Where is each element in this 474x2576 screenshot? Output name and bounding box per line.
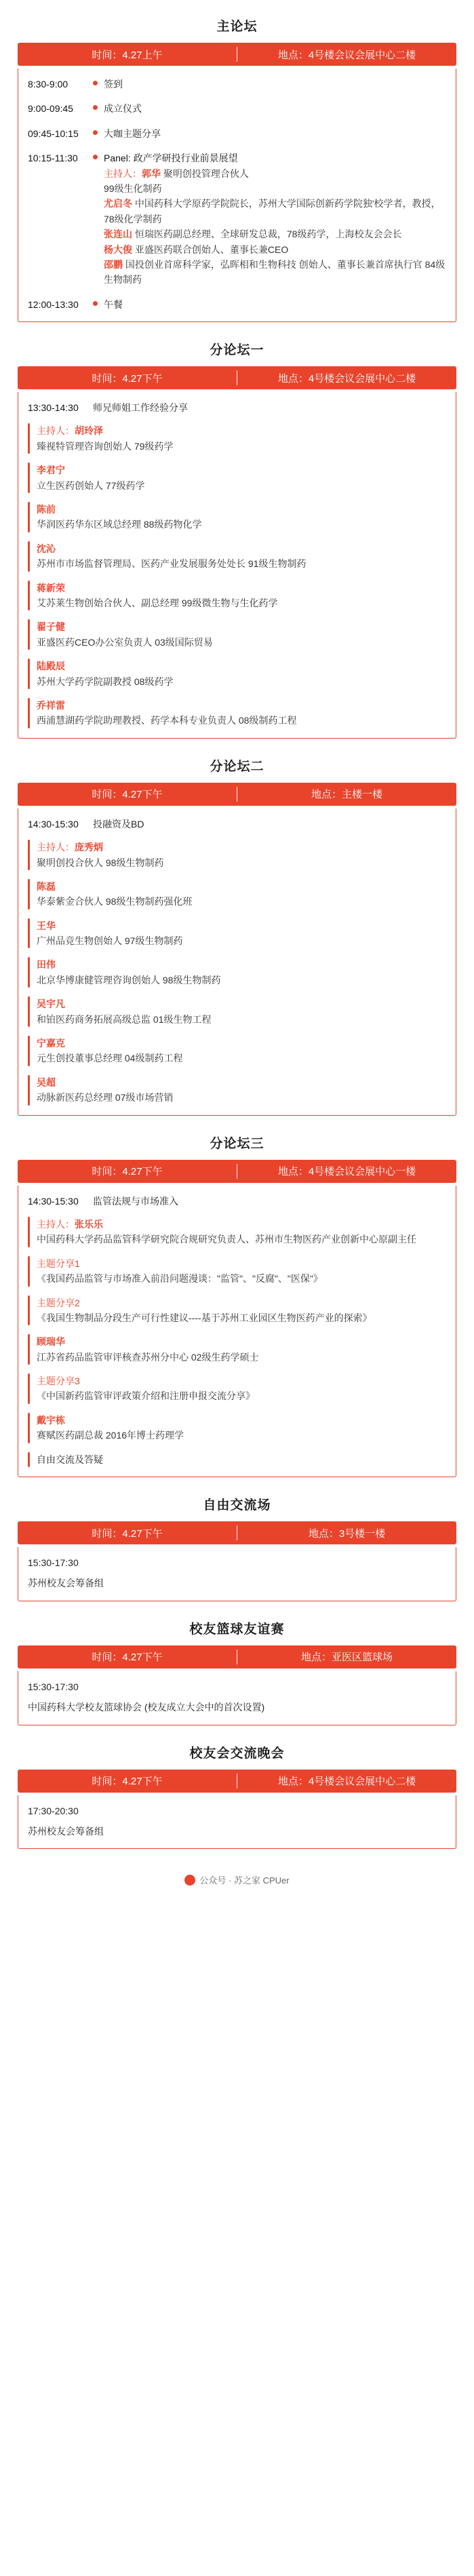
speaker-name: 陈磊 <box>37 880 56 892</box>
agenda-content: 投融资及BD <box>93 818 144 830</box>
accent-bar <box>28 1256 30 1287</box>
bullet-icon <box>93 101 104 110</box>
accent-bar <box>28 502 30 532</box>
speaker-item <box>28 840 446 870</box>
agenda-content: 师兄师姐工作经验分享 <box>93 402 188 414</box>
banner-time: 时间：4.27下午 <box>92 372 163 385</box>
section-banner <box>18 43 456 66</box>
panel-person-name: 尤启冬 <box>104 198 132 210</box>
accent-bar <box>28 996 30 1027</box>
panel-person-extra: 99级生化制药 <box>104 182 162 194</box>
speaker-item <box>28 957 446 988</box>
panel-person <box>104 227 446 241</box>
speaker-name: 顾瑞华 <box>37 1336 65 1348</box>
speaker-item <box>28 1217 446 1247</box>
accent-bar <box>28 879 30 910</box>
speaker-item <box>28 502 446 532</box>
section-body <box>18 69 456 322</box>
section-sub-forum-1 <box>18 340 456 739</box>
panel-person-name: 杨大俊 <box>104 243 132 255</box>
banner-time: 时间：4.27上午 <box>92 49 163 61</box>
agenda-time: 14:30-15:30 <box>28 818 79 830</box>
speaker-text <box>37 957 446 988</box>
speaker-name: 戴宇栋 <box>37 1414 65 1426</box>
agenda-time: 14:30-15:30 <box>28 1195 79 1207</box>
section-title: 分论坛三 <box>210 1136 264 1151</box>
agenda-row <box>28 126 446 141</box>
accent-bar <box>28 1413 30 1443</box>
speaker-item <box>28 619 446 650</box>
speaker-text <box>37 463 446 493</box>
agenda-time: 12:00-13:30 <box>28 298 79 310</box>
speaker-name: 庞秀炳 <box>75 842 103 853</box>
speaker-name: 胡玲泽 <box>75 425 103 437</box>
banner-time: 时间：4.27下午 <box>92 1527 163 1540</box>
topic-text <box>37 1373 446 1404</box>
section-banner <box>18 1770 456 1793</box>
speaker-desc: 广州品竞生物创始人 97级生物制药 <box>37 935 183 947</box>
qa-text: 自由交流及答疑 <box>37 1453 103 1465</box>
section-body <box>18 392 456 739</box>
banner-place: 地点：主楼一楼 <box>311 789 382 801</box>
banner-time: 时间：4.27下午 <box>92 1166 163 1178</box>
bullet-icon <box>93 151 104 159</box>
speaker-name: 蒋新荣 <box>37 582 65 593</box>
banner-place: 地点：4号楼会议会展中心二楼 <box>277 49 416 61</box>
speaker-text <box>37 996 446 1027</box>
agenda-content <box>104 151 446 288</box>
agenda-content: 监管法规与市场准入 <box>93 1195 178 1207</box>
accent-bar <box>28 957 30 988</box>
section-main-forum <box>18 16 456 322</box>
section-body <box>18 1186 456 1477</box>
speaker-item <box>28 463 446 493</box>
agenda-row <box>28 400 446 415</box>
speaker-desc: 华泰紫金合伙人 98级生物制药强化班 <box>37 896 193 908</box>
section-evening-party <box>18 1743 456 1850</box>
panel-role-label: 主持人： <box>104 168 142 179</box>
speaker-text <box>37 1413 446 1443</box>
section-title: 自由交流场 <box>203 1498 271 1513</box>
agenda-time: 9:00-09:45 <box>28 103 73 115</box>
agenda-time: 15:30-17:30 <box>28 1681 79 1692</box>
topic-text <box>37 1295 446 1326</box>
speaker-text <box>37 1075 446 1106</box>
speaker-desc: 动脉新医药总经理 07级市场营销 <box>37 1092 174 1104</box>
speaker-desc: 苏州大学药学院副教授 08级药学 <box>37 676 174 687</box>
speaker-text <box>37 619 446 650</box>
agenda-time: 17:30-20:30 <box>28 1805 79 1816</box>
speaker-item <box>28 698 446 728</box>
speaker-text <box>37 541 446 572</box>
speaker-text <box>37 698 446 728</box>
agenda-row <box>28 297 446 312</box>
speaker-name: 陈前 <box>37 504 56 515</box>
accent-bar <box>28 918 30 949</box>
speaker-item <box>28 1075 446 1106</box>
speaker-desc: 北京华博康健管理咨询创始人 98级生物制药 <box>37 974 221 985</box>
topic-item <box>28 1295 446 1326</box>
banner-place: 地点：4号楼会议会展中心二楼 <box>277 372 416 385</box>
section-body <box>18 808 456 1116</box>
topic-label: 主题分享1 <box>37 1257 80 1269</box>
banner-time: 时间：4.27下午 <box>92 1652 163 1664</box>
panel-person <box>104 242 446 257</box>
topic-item <box>28 1256 446 1287</box>
speaker-text <box>37 879 446 910</box>
agenda-row <box>28 1194 446 1209</box>
panel-person-desc: 中国药科大学原药学院院长，苏州大学国际创新药学院独'校学者，教授，78级化学制药 <box>104 198 441 225</box>
agenda-row <box>28 101 446 116</box>
banner-place: 地点：3号楼一楼 <box>308 1527 386 1540</box>
agenda-time: 15:30-17:30 <box>28 1557 79 1569</box>
speaker-name: 李君宁 <box>37 465 65 476</box>
banner-place: 地点：4号楼会议会展中心二楼 <box>277 1776 416 1788</box>
agenda-row-panel <box>28 151 446 288</box>
topic-desc: 《我国药品监管与市场准入前沿问题漫谈："监管"、"反腐"、"医保"》 <box>37 1273 323 1285</box>
panel-person-name: 郭华 <box>142 168 161 179</box>
panel-title: Panel: 政产学研投行业前景展望 <box>104 153 238 164</box>
speaker-desc: 亚盛医药CEO办公室负责人 03级国际贸易 <box>37 636 213 648</box>
speaker-desc: 元生创投董事总经理 04级制药工程 <box>37 1053 183 1064</box>
accent-bar <box>28 1075 30 1106</box>
accent-bar <box>28 659 30 689</box>
accent-bar <box>28 1217 30 1247</box>
agenda-content: 签到 <box>104 79 123 90</box>
speaker-item <box>28 918 446 949</box>
accent-bar <box>28 423 30 454</box>
section-sub-forum-3 <box>18 1133 456 1477</box>
speaker-name: 陆殿辰 <box>37 661 65 672</box>
section-body <box>18 1795 456 1850</box>
accent-bar <box>28 698 30 728</box>
panel-person-desc: 聚明创投管理合伙人 <box>163 168 249 179</box>
agenda-time: 09:45-10:15 <box>28 128 79 139</box>
agenda-content: 成立仪式 <box>104 103 142 115</box>
speaker-item <box>28 1413 446 1443</box>
agenda-organizer: 苏州校友会筹备组 <box>28 1826 104 1837</box>
accent-bar <box>28 1373 30 1404</box>
section-banner <box>18 1645 456 1668</box>
speaker-desc: 苏州市市场监督管理局、医药产业发展服务处处长 91级生物制药 <box>37 558 307 570</box>
panel-person-name: 张连山 <box>104 229 132 240</box>
topic-label: 主题分享3 <box>37 1375 80 1387</box>
accent-bar <box>28 463 30 493</box>
panel-person <box>104 257 446 288</box>
speaker-text <box>37 918 446 949</box>
speaker-name: 乔祥雷 <box>37 699 65 711</box>
section-title: 主论坛 <box>216 20 258 34</box>
footer-text: 公众号 · 苏之家 CPUer <box>199 1875 290 1886</box>
speaker-name: 宁嘉克 <box>37 1038 65 1049</box>
agenda-content: 大咖主题分享 <box>104 128 161 139</box>
panel-person-desc: 恒瑞医药副总经理、全球研发总裁，78级药学，上海校友会会长 <box>134 229 402 240</box>
section-body <box>18 1547 456 1601</box>
agenda-time: 8:30-9:00 <box>28 79 68 90</box>
speaker-role: 主持人： <box>37 425 75 437</box>
speaker-name: 田伟 <box>37 959 56 971</box>
banner-place: 地点：4号楼会议会展中心一楼 <box>277 1166 416 1178</box>
section-banner <box>18 1160 456 1183</box>
section-title: 分论坛二 <box>210 759 264 774</box>
section-banner <box>18 366 456 389</box>
speaker-desc: 和铂医药商务拓展高级总监 01级生物工程 <box>37 1013 212 1025</box>
accent-bar <box>28 1036 30 1066</box>
speaker-text <box>37 502 446 532</box>
speaker-item <box>28 1334 446 1365</box>
speaker-desc: 西浦慧湖药学院助理教授、药学本科专业负责人 08级制药工程 <box>37 715 297 726</box>
speaker-item <box>28 581 446 611</box>
banner-place: 地点：亚医区篮球场 <box>300 1652 393 1664</box>
topic-desc: 《中国新药监管审评政策介绍和注册申报交流分享》 <box>37 1390 255 1402</box>
topic-label: 主题分享2 <box>37 1297 80 1308</box>
speaker-item <box>28 423 446 454</box>
bullet-icon <box>93 77 104 85</box>
speaker-text <box>37 1334 446 1365</box>
speaker-text <box>37 423 446 454</box>
section-banner <box>18 783 456 806</box>
speaker-name: 翟子健 <box>37 621 65 633</box>
panel-person-name: 邵鹏 <box>104 258 123 270</box>
panel-person <box>104 166 446 181</box>
panel-person-desc: 亚盛医药联合创始人、董事长兼CEO <box>134 243 289 255</box>
qa-item <box>28 1452 446 1467</box>
speaker-item <box>28 1036 446 1066</box>
accent-bar <box>28 541 30 572</box>
speaker-text <box>37 581 446 611</box>
section-title: 校友会交流晚会 <box>189 1746 285 1761</box>
bullet-icon <box>93 126 104 135</box>
speaker-desc: 华润医药华东区域总经理 88级药物化学 <box>37 519 202 530</box>
footer <box>18 1867 456 1897</box>
speaker-name: 吴宇凡 <box>37 998 65 1010</box>
speaker-text <box>37 1217 446 1247</box>
section-title: 校友篮球友谊赛 <box>189 1622 285 1637</box>
accent-bar <box>28 581 30 611</box>
speaker-item <box>28 659 446 689</box>
speaker-desc: 聚明创投合伙人 98级生物制药 <box>37 857 164 868</box>
accent-bar <box>28 1452 30 1467</box>
section-free-exchange <box>18 1495 456 1601</box>
topic-desc: 《我国生物制品分段生产可行性建议----基于苏州工业园区生物医药产业的探索》 <box>37 1312 372 1323</box>
topic-text <box>37 1256 446 1287</box>
section-title: 分论坛一 <box>210 343 264 358</box>
speaker-text <box>37 840 446 870</box>
section-sub-forum-2 <box>18 756 456 1116</box>
speaker-name: 吴超 <box>37 1076 56 1088</box>
agenda-organizer: 苏州校友会筹备组 <box>28 1578 104 1589</box>
speaker-item <box>28 879 446 910</box>
topic-item <box>28 1373 446 1404</box>
accent-bar <box>28 1295 30 1326</box>
agenda-organizer: 中国药科大学校友篮球协会 (校友成立大会中的首次设置) <box>28 1702 265 1713</box>
panel-person <box>104 196 446 227</box>
speaker-name: 王华 <box>37 920 56 931</box>
speaker-name: 张乐乐 <box>75 1218 103 1230</box>
banner-time: 时间：4.27下午 <box>92 789 163 801</box>
account-avatar-icon <box>184 1875 195 1886</box>
agenda-time: 10:15-11:30 <box>28 153 78 164</box>
speaker-desc: 臻视特管理咨询创始人 79级药学 <box>37 440 174 452</box>
speaker-desc: 赛赋医药副总裁 2016年博士药理学 <box>37 1430 184 1441</box>
banner-time: 时间：4.27下午 <box>92 1776 163 1788</box>
speaker-desc: 艾苏莱生物创始合伙人、副总经理 99级微生物与生化药学 <box>37 597 278 608</box>
speaker-item <box>28 996 446 1027</box>
agenda-row <box>28 77 446 92</box>
speaker-text <box>37 1036 446 1066</box>
speaker-desc: 中国药科大学药品监管科学研究院合规研究负责人、苏州市生物医药产业创新中心原副主任 <box>37 1234 416 1245</box>
section-basketball <box>18 1619 456 1725</box>
agenda-time: 13:30-14:30 <box>28 402 79 414</box>
agenda-row <box>28 817 446 832</box>
accent-bar <box>28 1334 30 1365</box>
agenda-content: 午餐 <box>104 298 123 310</box>
speaker-text <box>37 659 446 689</box>
speaker-name: 沈沁 <box>37 543 56 554</box>
speaker-item <box>28 541 446 572</box>
accent-bar <box>28 619 30 650</box>
speaker-role: 主持人： <box>37 1218 75 1230</box>
section-banner <box>18 1521 456 1544</box>
section-body <box>18 1671 456 1725</box>
speaker-desc: 立生医药创始人 77级药学 <box>37 480 145 491</box>
speaker-role: 主持人： <box>37 842 75 853</box>
accent-bar <box>28 840 30 870</box>
speaker-desc: 江苏省药品监管审评核查苏州分中心 02级生药学硕士 <box>37 1351 259 1363</box>
panel-person-desc: 国投创业首席科学家，弘晖相和生物科技 创始人、董事长兼首席执行官 84级生物制药 <box>104 258 446 286</box>
bullet-icon <box>93 297 104 306</box>
